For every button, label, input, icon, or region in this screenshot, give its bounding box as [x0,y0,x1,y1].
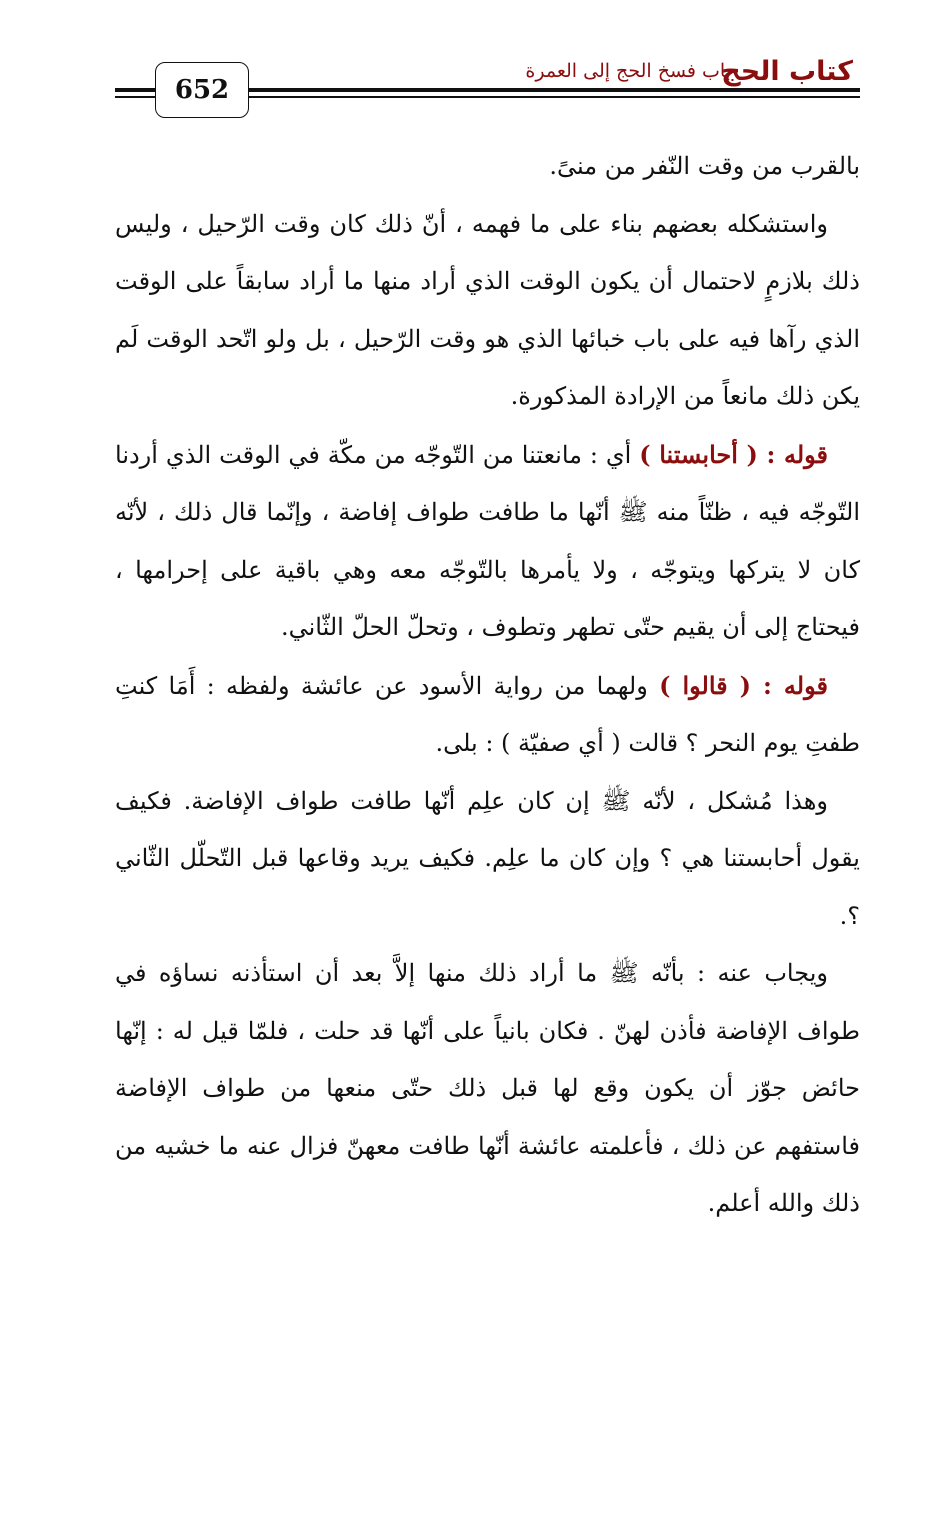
book-title: كتاب الحج [721,56,853,87]
paragraph-2 [115,196,860,426]
paragraph-text: بالقرب من وقت النّفر من منىً. [549,152,860,180]
paragraph-text: أي : مانعتنا من التّوجّه من مكّة في الوقت الذي أردنا التّوجّه فيه ، ظنّاً منه ﷺ أنّها ما طافت طواف إفاضة ، وإنّما قال ذلك ، لأنّه كان لا يتركها ويتوجّه ، ولا يأمرها بالتّوجّه معه وهي باقية على إحرامها ، فيحتاج إلى أن يقيم حتّى تطهر وتطوف ، وتحلّ الحلّ الثّاني. [115,440,860,641]
page-number: 652 [155,62,249,118]
paragraph-text: ولهما من رواية الأسود عن عائشة ولفظه : أَمَا كنتِ طفتِ يوم النحر ؟ قالت ( أي صفيّة ) : بلى. [115,671,860,757]
paragraph-6 [115,945,860,1233]
paragraph-4 [115,657,860,773]
paragraph-5 [115,773,860,946]
page-header [0,0,945,130]
paragraph-text: وهذا مُشكل ، لأنّه ﷺ إن كان علِم أنّها طافت طواف الإفاضة. فكيف يقول أحابستنا هي ؟ وإن كان ما علِم. فكيف يريد وقاعها قبل التّحلّل الثّاني ؟. [115,786,860,930]
page-body [115,138,860,1233]
quote-keyword: قوله : ( قالوا ) [659,670,828,700]
chapter-title: باب فسخ الحج إلى العمرة [525,60,731,82]
paragraph-1 [115,138,860,196]
paragraph-text: ويجاب عنه : بأنّه ﷺ ما أراد ذلك منها إلاَّ بعد أن استأذنه نساؤه في طواف الإفاضة فأذن لهنّ . فكان بانياً على أنّها قد حلت ، فلمّا قيل له : إنّها حائض جوّز أن يكون وقع لها قبل ذلك حتّى منعها من طواف الإفاضة فاستفهم عن ذلك ، فأعلمته عائشة أنّها طافت معهنّ فزال عنه ما خشيه من ذلك والله أعلم. [115,959,860,1217]
quote-keyword: قوله : ( أحابستنا ) [639,439,828,469]
paragraph-text: واستشكله بعضهم بناء على ما فهمه ، أنّ ذلك كان وقت الرّحيل ، وليس ذلك بلازمٍ لاحتمال أن يكون الوقت الذي أراد منها ما أراد سابقاً على الوقت الذي رآها فيه على باب خبائها الذي هو وقت الرّحيل ، بل ولو اتّحد الوقت لَم يكن ذلك مانعاً من الإرادة المذكورة. [115,209,860,410]
paragraph-3 [115,426,860,657]
